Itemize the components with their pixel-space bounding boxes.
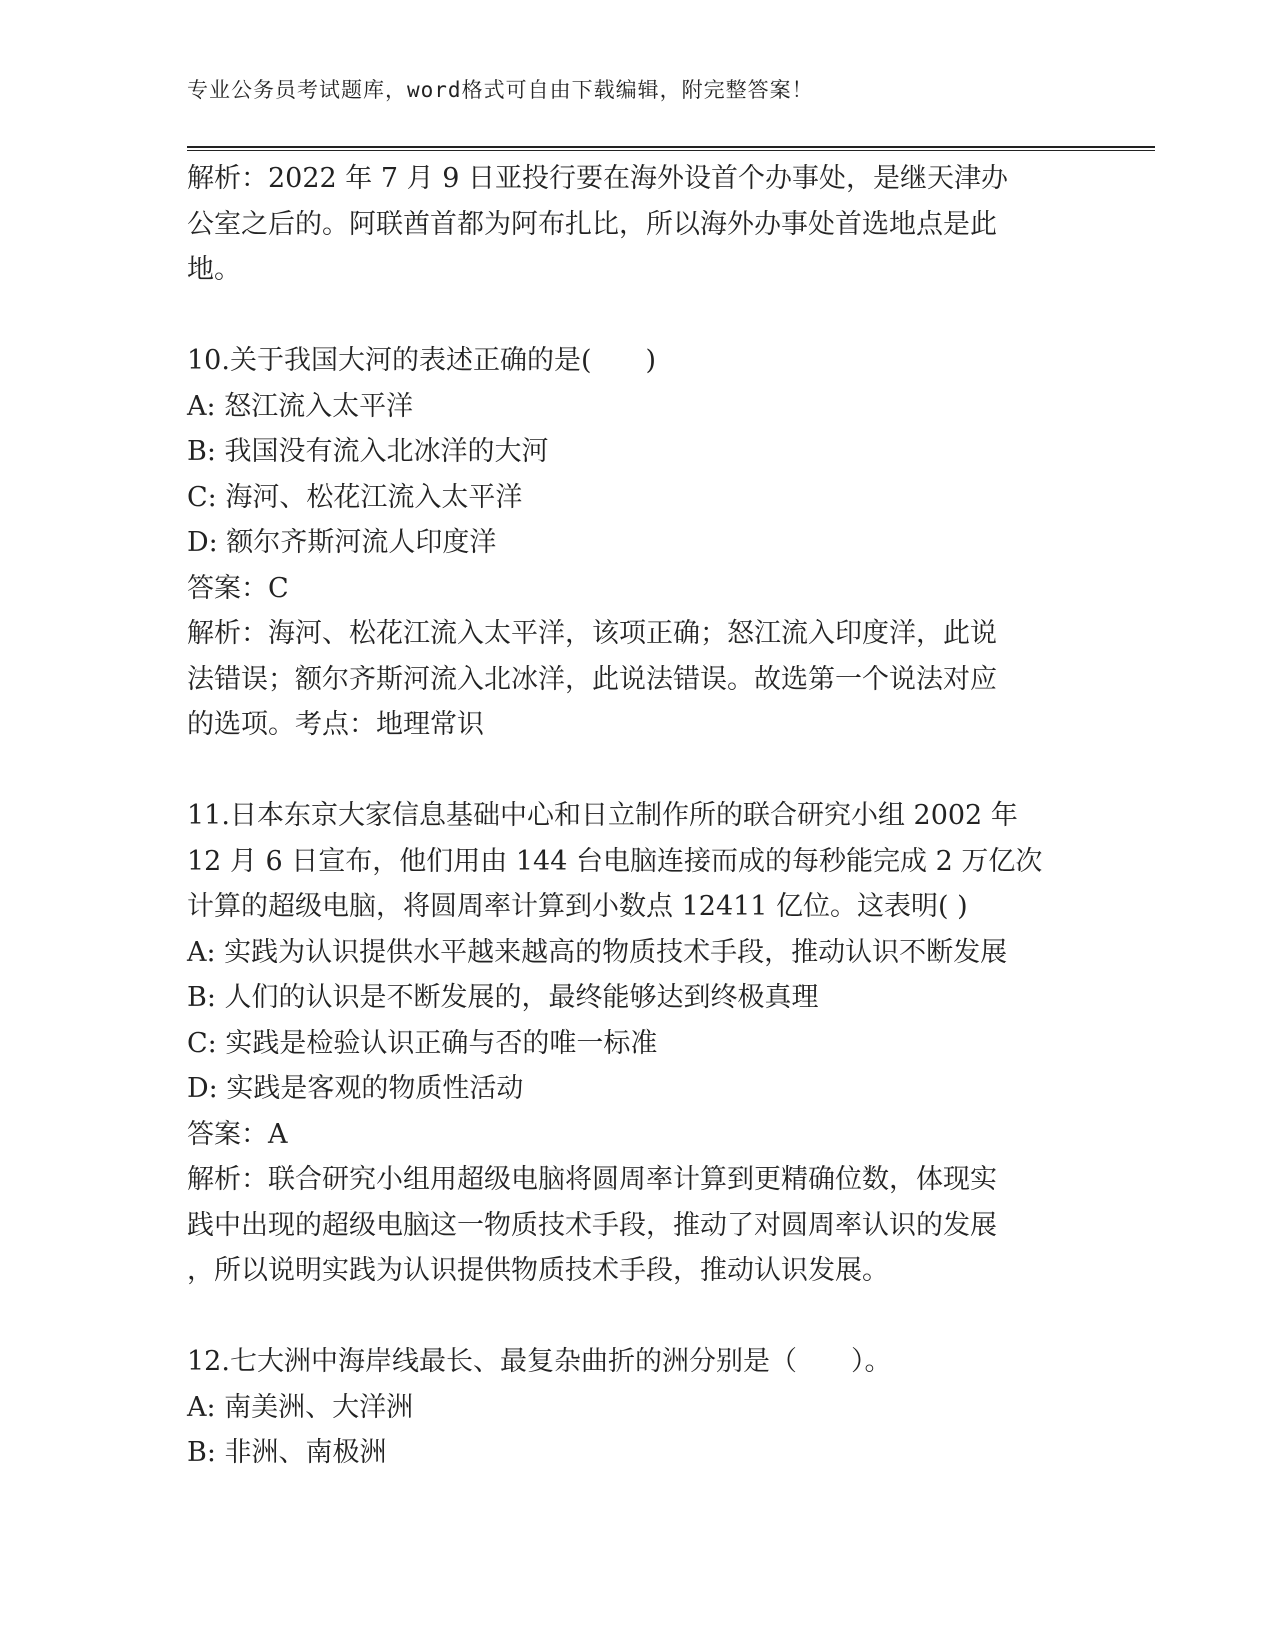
q11-analysis-line-1: 解析：联合研究小组用超级电脑将圆周率计算到更精确位数，体现实 — [187, 1164, 997, 1195]
header-rule-thin — [187, 150, 1155, 151]
q11-stem-line-3: 计算的超级电脑，将圆周率计算到小数点 12411 亿位。这表明( ) — [187, 891, 968, 922]
q9-analysis-line-2: 公室之后的。阿联酋首都为阿布扎比，所以海外办事处首选地点是此 — [187, 208, 997, 240]
answer-label: 答案： — [187, 1118, 268, 1150]
q10-answer — [187, 566, 1087, 612]
analysis-label: 解析： — [187, 163, 268, 194]
answer-value: A — [268, 1118, 288, 1150]
q10-stem: 10.关于我国大河的表述正确的是( ) — [187, 345, 657, 376]
analysis-label: 解析： — [187, 1164, 268, 1195]
q11-option-a: A: 实践为认识提供水平越来越高的物质技术手段，推动认识不断发展 — [187, 936, 1008, 968]
q11-analysis-line-2: 践中出现的超级电脑这一物质技术手段，推动了对圆周率认识的发展 — [187, 1209, 997, 1241]
q12-stem: 12.七大洲中海岸线最长、最复杂曲折的洲分别是（ ）。 — [187, 1346, 892, 1377]
q12-option-b: B: 非洲、南极洲 — [187, 1437, 387, 1468]
q10-analysis-line-1: 解析：海河、松花江流入太平洋，该项正确；怒江流入印度洋，此说 — [187, 618, 997, 649]
q11-stem-line-1: 11.日本东京大家信息基础中心和日立制作所的联合研究小组 2002 年 — [187, 800, 1018, 831]
q11-analysis-line-3: ，所以说明实践为认识提供物质技术手段，推动认识发展。 — [187, 1255, 889, 1286]
q11-option-b: B: 人们的认识是不断发展的，最终能够达到终极真理 — [187, 982, 819, 1013]
q9-analysis-line-1: 解析：2022 年 7 月 9 日亚投行要在海外设首个办事处，是继天津办 — [187, 163, 1008, 194]
header-rule-thick — [187, 146, 1155, 148]
q10-analysis-line-3: 的选项。考点：地理常识 — [187, 709, 484, 740]
q10-option-a: A: 怒江流入太平洋 — [187, 390, 414, 422]
page-header: 专业公务员考试题库，word格式可自由下载编辑，附完整答案！ — [187, 78, 814, 102]
q10-option-d: D: 额尔齐斯河流人印度洋 — [187, 527, 497, 558]
q10-analysis-line-2: 法错误；额尔齐斯河流入北冰洋，此说法错误。故选第一个说法对应 — [187, 663, 997, 695]
q10-option-b: B: 我国没有流入北冰洋的大河 — [187, 436, 549, 467]
q11-stem-line-2: 12 月 6 日宣布，他们用由 144 台电脑连接而成的每秒能完成 2 万亿次 — [187, 845, 1043, 877]
q10-option-c: C: 海河、松花江流入太平洋 — [187, 481, 523, 513]
q12-option-a: A: 南美洲、大洋洲 — [187, 1391, 414, 1423]
answer-value: C — [268, 572, 289, 604]
analysis-label: 解析： — [187, 618, 268, 649]
q11-option-d: D: 实践是客观的物质性活动 — [187, 1073, 524, 1104]
document-body — [187, 156, 1087, 1476]
q11-answer — [187, 1112, 1087, 1158]
q9-analysis-line-3: 地。 — [187, 254, 241, 285]
answer-label: 答案： — [187, 572, 268, 604]
q11-option-c: C: 实践是检验认识正确与否的唯一标准 — [187, 1027, 658, 1059]
